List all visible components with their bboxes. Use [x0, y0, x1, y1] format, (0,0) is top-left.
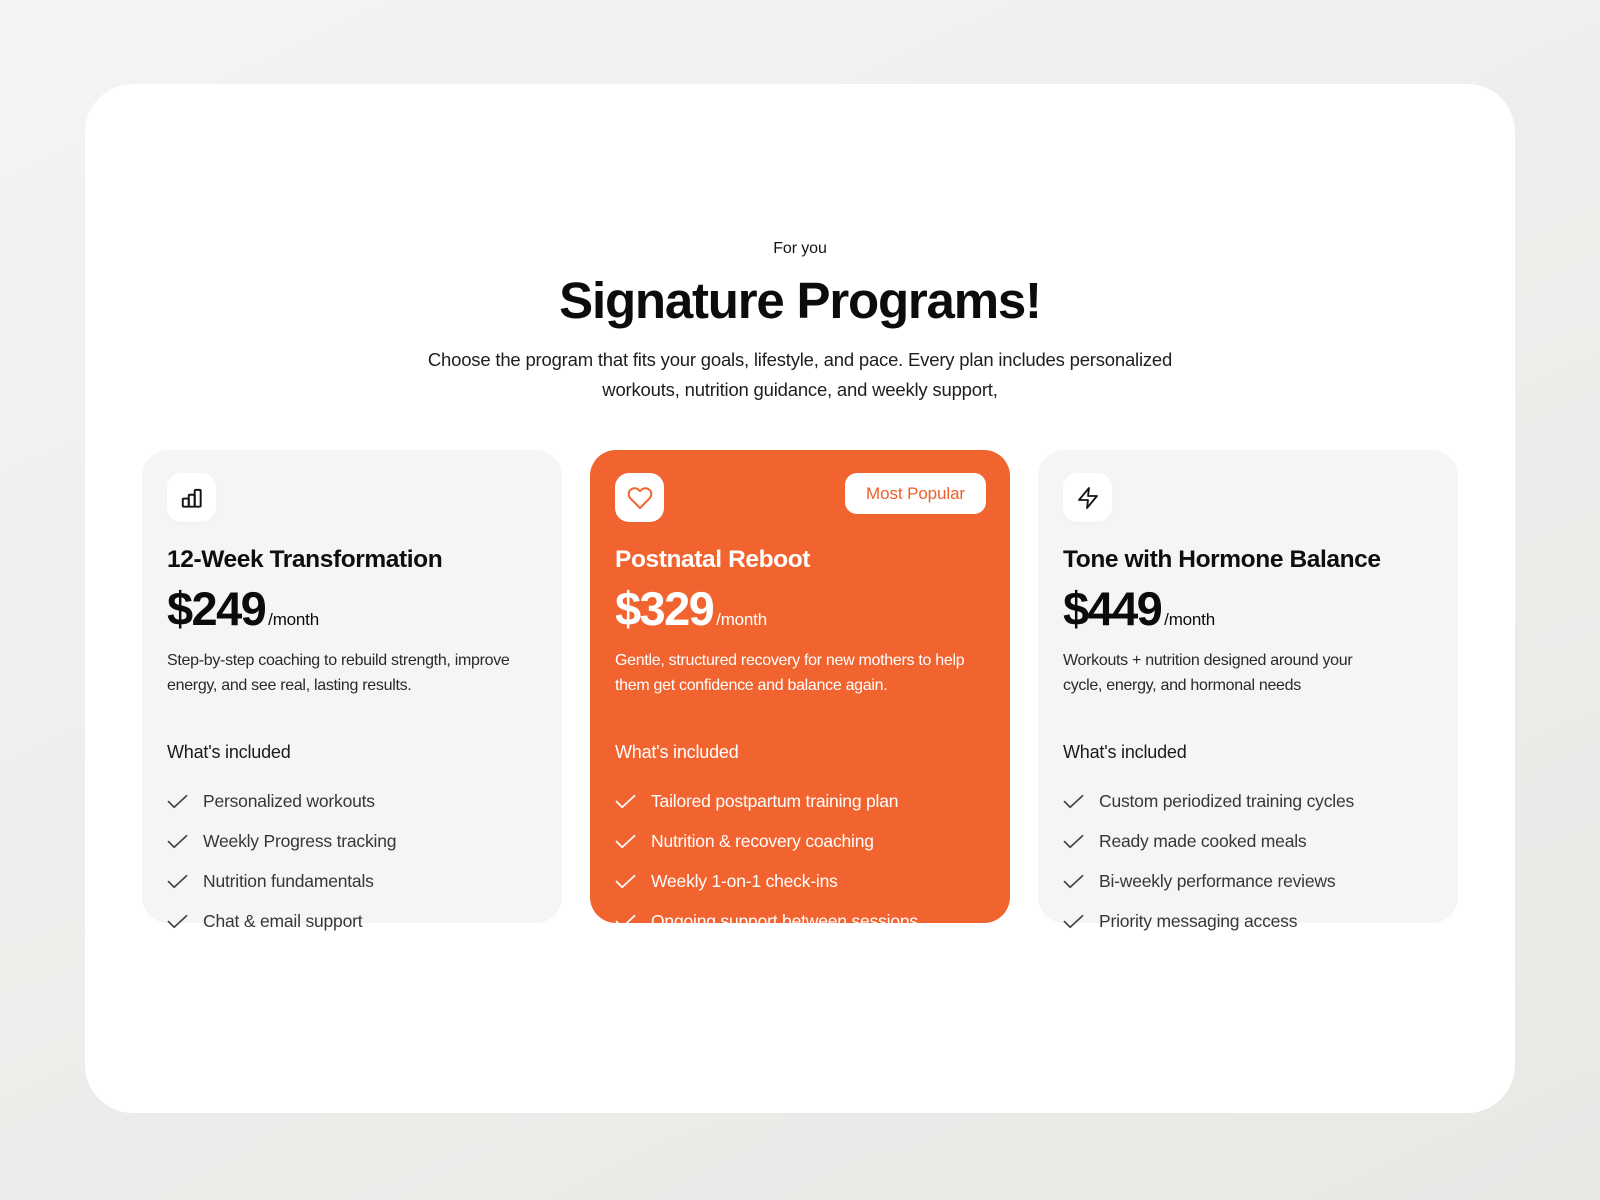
feature-list	[167, 790, 537, 932]
feature-label: Ongoing support between sessions	[651, 911, 918, 931]
feature-item	[1063, 830, 1433, 852]
plan-period: /month	[268, 610, 319, 629]
eyebrow-label: For you	[773, 240, 827, 257]
feature-item	[615, 790, 985, 812]
feature-label: Nutrition fundamentals	[203, 871, 374, 891]
plan-card-12-week-transformation[interactable]	[142, 450, 562, 931]
plan-price: $329	[615, 582, 714, 635]
feature-label: Weekly Progress tracking	[203, 831, 397, 851]
plan-description: Gentle, structured recovery for new mothers to help them get confidence and balance again.	[615, 652, 965, 694]
plan-price-row	[1063, 581, 1433, 636]
plan-price-row	[167, 581, 537, 636]
plan-description: Workouts + nutrition designed around your cycle, energy, and hormonal needs	[1063, 652, 1353, 694]
page-subtitle	[85, 345, 1515, 405]
feature-item	[1063, 910, 1433, 932]
plan-description: Step-by-step coaching to rebuild strength, improve energy, and see real, lasting results.	[167, 652, 510, 694]
feature-item	[615, 910, 985, 932]
feature-item	[615, 830, 985, 852]
included-label: What's included	[615, 742, 739, 762]
plan-cards-row	[85, 450, 1515, 931]
check-icon	[615, 834, 636, 849]
pricing-header	[85, 84, 1515, 405]
plan-name: Tone with Hormone Balance	[1063, 546, 1381, 573]
included-label: What's included	[167, 742, 291, 762]
feature-item	[1063, 790, 1433, 812]
feature-label: Tailored postpartum training plan	[651, 791, 899, 811]
heart-icon	[615, 473, 664, 522]
feature-label: Bi-weekly performance reviews	[1099, 871, 1336, 891]
check-icon	[1063, 794, 1084, 809]
lightning-icon	[1063, 473, 1112, 522]
check-icon	[167, 834, 188, 849]
plan-card-postnatal-reboot[interactable]	[590, 450, 1010, 931]
plan-name: Postnatal Reboot	[615, 546, 811, 573]
bar-chart-icon	[167, 473, 216, 522]
feature-label: Nutrition & recovery coaching	[651, 831, 874, 851]
feature-item	[167, 790, 537, 812]
feature-item	[167, 870, 537, 892]
plan-price: $449	[1063, 582, 1162, 635]
plan-period: /month	[1164, 610, 1215, 629]
check-icon	[615, 874, 636, 889]
plan-price-row	[615, 581, 985, 636]
check-icon	[167, 794, 188, 809]
feature-list	[615, 790, 985, 932]
plan-card-tone-with-hormone-balance[interactable]	[1038, 450, 1458, 931]
check-icon	[1063, 834, 1084, 849]
feature-item	[167, 830, 537, 852]
feature-item	[167, 910, 537, 932]
feature-list	[1063, 790, 1433, 932]
plan-price: $249	[167, 582, 266, 635]
check-icon	[167, 914, 188, 929]
feature-label: Custom periodized training cycles	[1099, 791, 1355, 811]
check-icon	[615, 914, 636, 929]
check-icon	[615, 794, 636, 809]
check-icon	[1063, 874, 1084, 889]
feature-label: Weekly 1-on-1 check-ins	[651, 871, 838, 891]
feature-label: Ready made cooked meals	[1099, 831, 1307, 851]
feature-label: Priority messaging access	[1099, 911, 1298, 931]
feature-label: Personalized workouts	[203, 791, 375, 811]
feature-label: Chat & email support	[203, 911, 363, 931]
check-icon	[1063, 914, 1084, 929]
page-title: Signature Programs!	[559, 272, 1041, 329]
feature-item	[1063, 870, 1433, 892]
included-label: What's included	[1063, 742, 1187, 762]
subtitle-line-2: workouts, nutrition guidance, and weekly support,	[602, 379, 998, 400]
pricing-panel	[85, 84, 1515, 1113]
subtitle-line-1: Choose the program that fits your goals, lifestyle, and pace. Every plan includes personalized	[427, 349, 1173, 370]
feature-item	[615, 870, 985, 892]
plan-name: 12-Week Transformation	[167, 546, 443, 573]
check-icon	[167, 874, 188, 889]
most-popular-badge: Most Popular	[845, 473, 986, 514]
plan-period: /month	[716, 610, 767, 629]
